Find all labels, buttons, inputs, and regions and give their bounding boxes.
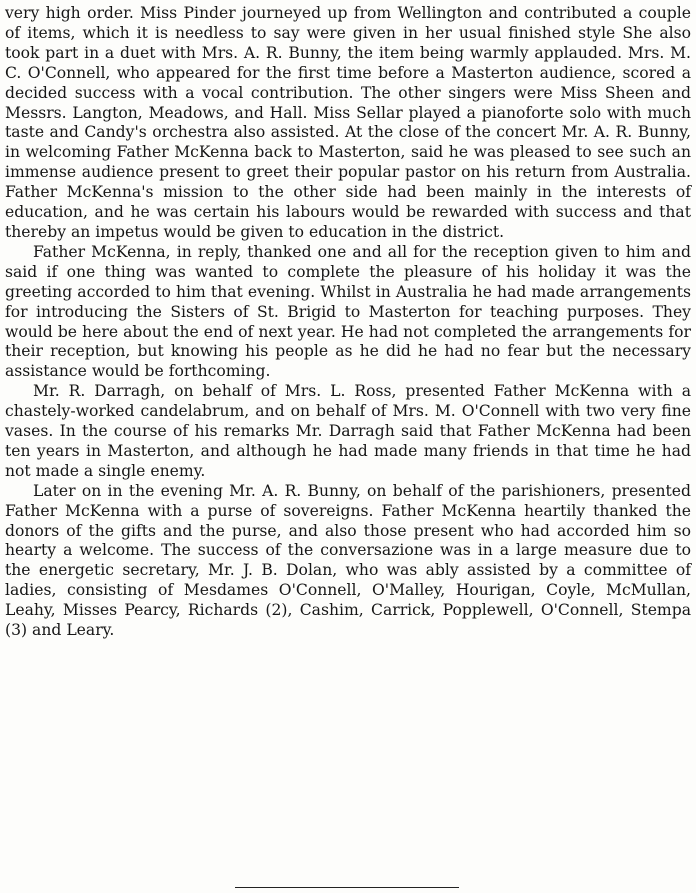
- paragraph-darragh-presentation: Mr. R. Darragh, on behalf of Mrs. L. Ross, presented Father McKenna with a chastely-worked candelabrum, and on behalf of Mrs. M. O'Connell with two very fine vases. In the course of his remarks Mr. Darragh said that Father McKenna had been ten years in Masterton, and although he had made many friends in that time he had not made a single enemy.: [5, 382, 691, 480]
- paragraph-father-mckenna-reply: Father McKenna, in reply, thanked one and all for the reception given to him and said if one thing was wanted to complete the pleasure of his holiday it was the greeting accorded to him that evening. Whilst in Australia he had made arrangements for introducing the Sisters of St. Brigid to Masterton for teaching purposes. They would be here about the end of next year. He had not completed the arrangements for their reception, but knowing his people as he did he had no fear but the necessary assistance would be forthcoming.: [5, 242, 691, 381]
- paragraph-purse-presentation: Later on in the evening Mr. A. R. Bunny, on behalf of the parishioners, presented Father McKenna with a purse of sovereigns. Father McKenna heartily thanked the donors of the gifts and the purse, and also those present who had accorded him so hearty a welcome. The success of the conversazione was in a large measure due to the energetic secretary, Mr. J. B. Dolan, who was ably assisted by a committee of ladies, consisting of Mesdames O'Connell, O'Malley, Hourigan, Coyle, McMullan, Leahy, Misses Pearcy, Richards (2), Cashim, Carrick, Popplewell, O'Connell, Stempa (3) and Leary.: [5, 481, 691, 640]
- paragraph-concert-report: very high order. Miss Pinder journeyed up from Wellington and contributed a couple of items, which it is needless to say were given in her usual finished style She also took part in a duet with Mrs. A. R. Bunny, the item being warmly applauded. Mrs. M. C. O'Connell, who appeared for the first time before a Masterton audience, scored a decided success with a vocal contribution. The other singers were Miss Sheen and Messrs. Langton, Meadows, and Hall. Miss Sellar played a pianoforte solo with much taste and Candy's orchestra also assisted. At the close of the concert Mr. A. R. Bunny, in welcoming Father McKenna back to Masterton, said he was pleased to see such an immense audience present to greet their popular pastor on his return from Australia. Father McKenna's mission to the other side had been mainly in the interests of education, and he was certain his labours would be rewarded with success and that thereby an impetus would be given to education in the district.: [5, 4, 691, 241]
- section-divider-rule: [235, 887, 459, 888]
- article-body: [5, 4, 691, 641]
